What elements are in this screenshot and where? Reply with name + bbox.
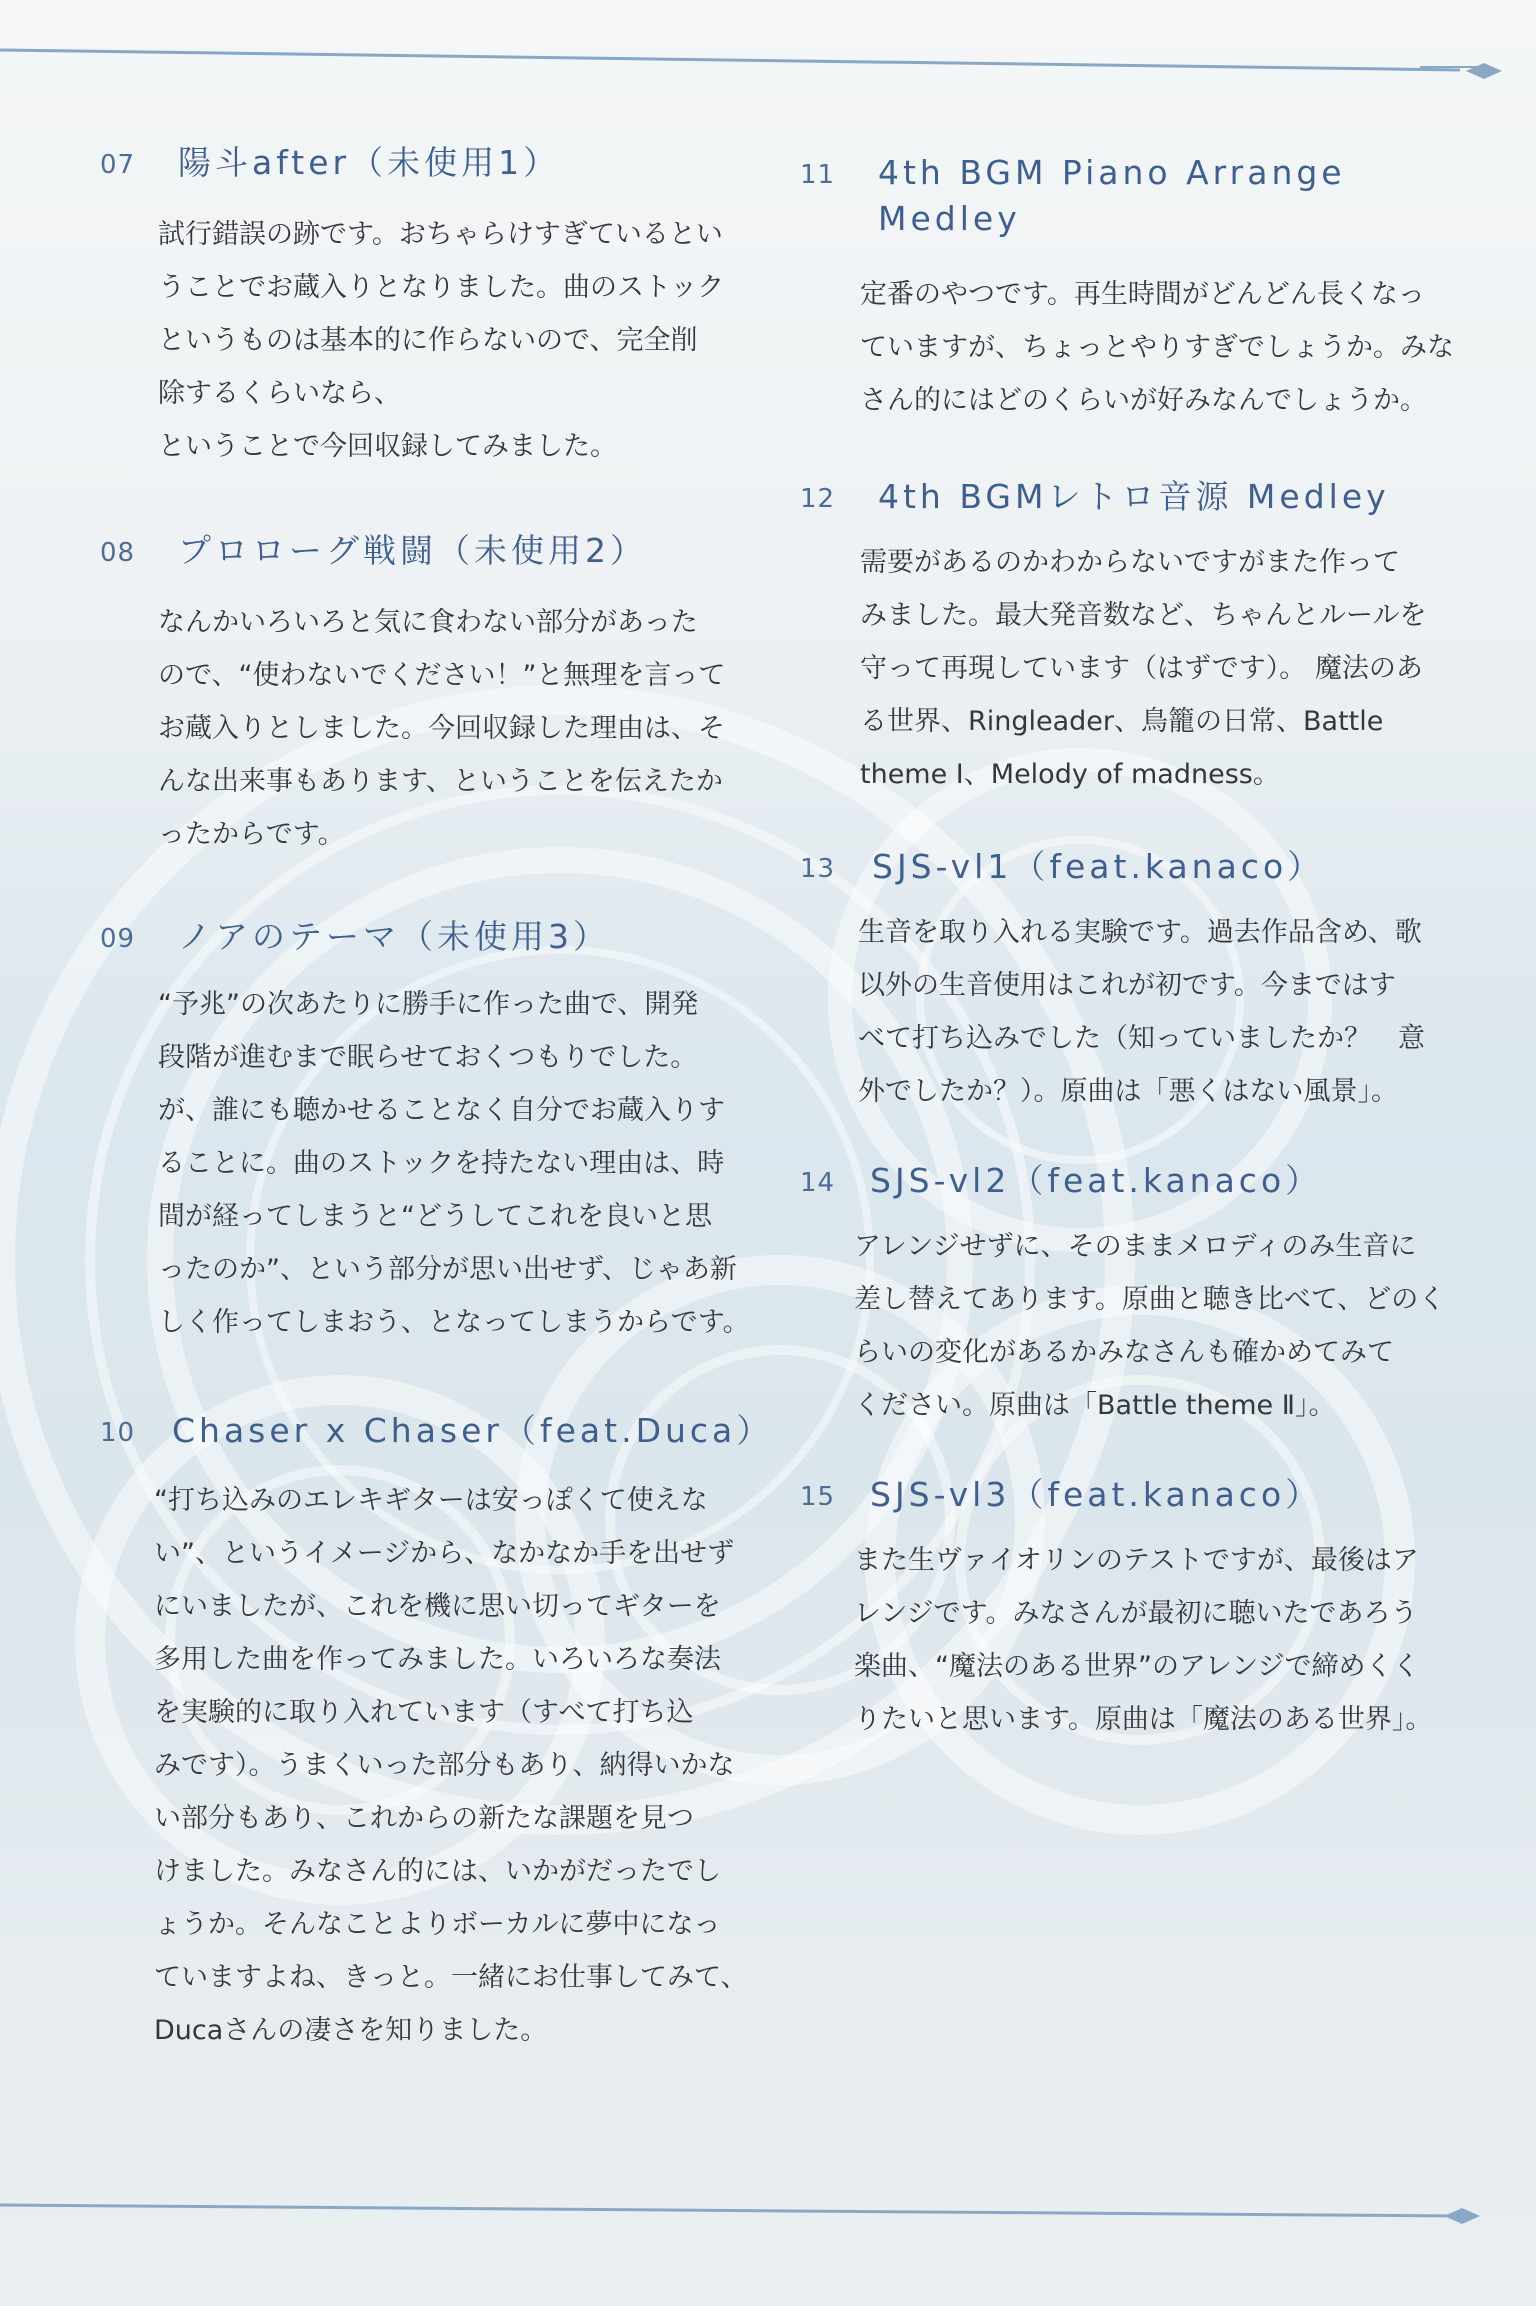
track-15 xyxy=(800,1472,1450,1752)
description-line: る世界、Ringleader、鳥籠の日常、Battle xyxy=(860,706,1384,737)
description-line: 定番のやつです。再生時間がどんどん長くなっ xyxy=(860,279,1425,310)
description-line: レンジです。みなさんが最初に聴いたであろう xyxy=(854,1598,1418,1629)
description-line: みです）。うまくいった部分もあり、納得いかな xyxy=(154,1750,735,1781)
track-description xyxy=(158,978,750,1349)
track-title: Chaser x Chaser（feat.Duca） xyxy=(172,1411,774,1450)
description-line: が、誰にも聴かせることなく自分でお蔵入りす xyxy=(158,1095,725,1126)
description-line: アレンジせずに、そのままメロディのみ生音に xyxy=(854,1231,1417,1262)
track-description xyxy=(860,536,1426,801)
track-title-line: 4th BGMレトロ音源 Medley xyxy=(878,477,1390,516)
track-number: 14 xyxy=(800,1168,836,1198)
description-line: ので、“使わないでください！”と無理を言って xyxy=(158,660,726,691)
track-title: 陽斗after（未使用1） xyxy=(178,143,561,182)
track-description xyxy=(158,596,725,861)
description-line: さん的にはどのくらいが好みなんでしょうか。 xyxy=(860,385,1427,416)
description-line: ください。原曲は「Battle theme Ⅱ」。 xyxy=(854,1390,1336,1421)
track-14 xyxy=(800,1158,1450,1438)
description-line: 守って再現しています（はずです）。 魔法のあ xyxy=(860,653,1423,684)
track-description xyxy=(154,1474,747,2057)
track-title: ノアのテーマ（未使用3） xyxy=(178,917,610,956)
track-number: 10 xyxy=(100,1418,136,1448)
description-line: 除するくらいなら、 xyxy=(158,378,401,409)
description-line: しく作ってしまおう、となってしまうからです。 xyxy=(158,1307,750,1338)
track-title-line: SJS-vl2（feat.kanaco） xyxy=(870,1161,1323,1200)
track-title-line: SJS-vl3（feat.kanaco） xyxy=(870,1475,1323,1514)
track-12 xyxy=(800,474,1450,794)
track-title xyxy=(872,844,1324,890)
description-line: ったからです。 xyxy=(158,819,345,850)
track-title xyxy=(878,150,1346,242)
description-line: ょうか。そんなことよりボーカルに夢中になっ xyxy=(154,1909,721,1940)
description-line: らいの変化があるかみなさんも確かめてみて xyxy=(854,1337,1394,1368)
description-line: “打ち込みのエレキギターは安っぽくて使えな xyxy=(154,1485,708,1516)
description-line: んな出来事もあります、ということを伝えたか xyxy=(158,766,723,797)
description-line: みました。最大発音数など、ちゃんとルールを xyxy=(860,600,1427,631)
description-line: ていますが、ちょっとやりすぎでしょうか。みな xyxy=(860,332,1454,363)
description-line: お蔵入りとしました。今回収録した理由は、そ xyxy=(158,713,725,744)
track-title xyxy=(870,1472,1322,1518)
track-title xyxy=(878,474,1390,520)
track-title-line: Medley xyxy=(878,199,1021,238)
track-number: 11 xyxy=(800,160,836,190)
description-line: ていますよね、きっと。一緒にお仕事してみて、 xyxy=(154,1962,748,1993)
track-title xyxy=(870,1158,1322,1204)
description-line: Ducaさんの凄さを知りました。 xyxy=(154,2015,548,2046)
description-line: けました。みなさん的には、いかがだったでし xyxy=(154,1856,721,1887)
description-line: というものは基本的に作らないので、完全削 xyxy=(158,325,698,356)
description-line: 差し替えてあります。原曲と聴き比べて、どのく xyxy=(854,1284,1446,1315)
track-number: 08 xyxy=(100,538,136,568)
track-09 xyxy=(100,914,760,1354)
track-08 xyxy=(100,528,760,868)
track-number: 15 xyxy=(800,1482,836,1512)
track-title-line: SJS-vl1（feat.kanaco） xyxy=(872,847,1325,886)
description-line: ることに。曲のストックを持たない理由は、時 xyxy=(158,1148,725,1179)
description-line: りたいと思います。原曲は「魔法のある世界」。 xyxy=(854,1704,1433,1735)
track-description xyxy=(854,1534,1432,1746)
description-line: ったのか”、という部分が思い出せず、じゃあ新 xyxy=(158,1254,737,1285)
track-description xyxy=(158,208,724,473)
description-line: また生ヴァイオリンのテストですが、最後はア xyxy=(854,1545,1419,1576)
description-line: にいましたが、これを機に思い切ってギターを xyxy=(154,1591,721,1622)
track-description xyxy=(854,1220,1445,1432)
description-line: 段階が進むまで眠らせておくつもりでした。 xyxy=(158,1042,698,1073)
description-line: “予兆”の次あたりに勝手に作った曲で、開発 xyxy=(158,989,699,1020)
description-line: 生音を取り入れる実験です。過去作品含め、歌 xyxy=(858,917,1422,948)
description-line: 試行錯誤の跡です。おちゃらけすぎているとい xyxy=(158,219,723,250)
description-line: い”、というイメージから、なかなか手を出せず xyxy=(154,1538,735,1569)
description-line: を実験的に取り入れています（すべて打ち込 xyxy=(154,1697,694,1728)
bottom-rule xyxy=(0,2192,1536,2232)
description-line: 外でしたか？）。原曲は「悪くはない風景」。 xyxy=(858,1076,1398,1107)
description-line: 需要があるのかわからないですがまた作って xyxy=(860,547,1400,578)
track-number: 07 xyxy=(100,150,136,180)
track-description xyxy=(858,906,1425,1118)
track-10 xyxy=(100,1408,774,2068)
description-line: 以外の生音使用はこれが初です。今まではす xyxy=(858,970,1396,1001)
description-line: い部分もあり、これからの新たな課題を見つ xyxy=(154,1803,694,1834)
description-line: なんかいろいろと気に食わない部分があった xyxy=(158,607,698,638)
description-line: ということで今回収録してみました。 xyxy=(158,431,617,462)
description-line: べて打ち込みでした（知っていましたか？ 意 xyxy=(858,1023,1425,1054)
track-title-line: 4th BGM Piano Arrange xyxy=(878,153,1346,192)
description-line: theme Ⅰ、Melody of madness。 xyxy=(860,759,1280,790)
track-number: 13 xyxy=(800,854,836,884)
track-11 xyxy=(800,150,1454,450)
track-number: 09 xyxy=(100,924,136,954)
track-13 xyxy=(800,844,1450,1124)
description-line: 多用した曲を作ってみました。いろいろな奏法 xyxy=(154,1644,721,1675)
description-line: 楽曲、“魔法のある世界”のアレンジで締めくく xyxy=(854,1651,1420,1682)
description-line: うことでお蔵入りとなりました。曲のストック xyxy=(158,272,725,303)
track-title: プロローグ戦闘（未使用2） xyxy=(178,531,647,570)
top-rule xyxy=(0,40,1536,80)
track-number: 12 xyxy=(800,484,836,514)
description-line: 間が経ってしまうと“どうしてこれを良いと思 xyxy=(158,1201,712,1232)
track-07 xyxy=(100,140,760,480)
track-description xyxy=(860,268,1454,427)
